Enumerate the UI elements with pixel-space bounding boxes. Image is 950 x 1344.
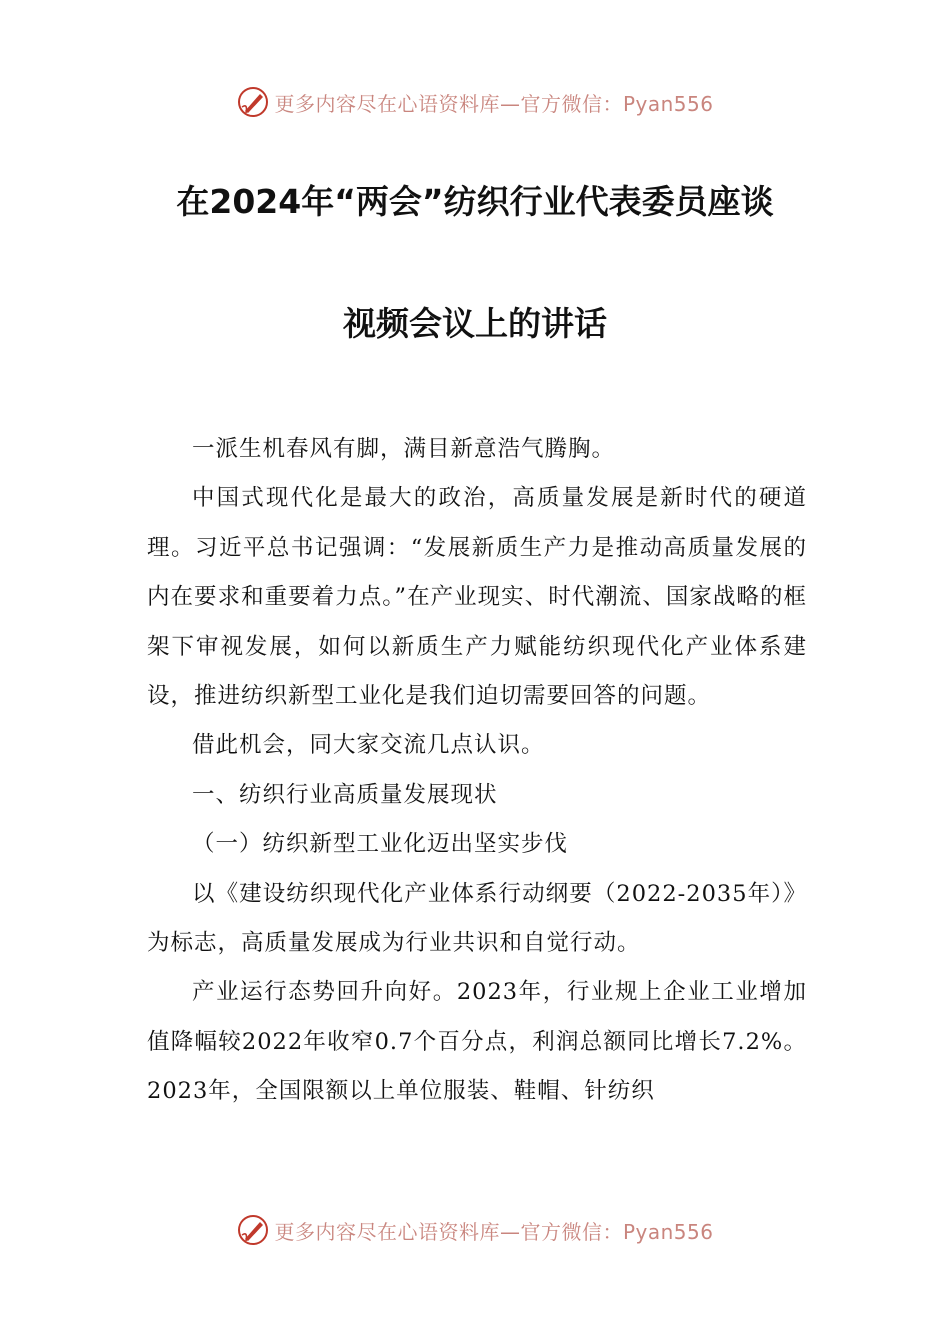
watermark-text: 更多内容尽在心语资料库—官方微信：Pyan556: [274, 91, 714, 116]
document-body: [147, 425, 807, 1117]
subsection-heading: （一）纺织新型工业化迈出坚实步伐: [192, 831, 569, 858]
paragraph: 产业运行态势回升向好。2023年，行业规上企业工业增加值降幅较2022年收窄0.7个百分点，利润总额同比增长7.2%。2023年，全国限额以上单位服装、鞋帽、针纺织: [147, 979, 807, 1105]
quill-pen-logo-icon: [236, 85, 270, 119]
header-watermark-banner: [0, 82, 950, 122]
paragraph: 以《建设纺织现代化产业体系行动纲要（2022-2035年）》为标志，高质量发展成为行业共识和自觉行动。: [147, 880, 807, 957]
section-heading: 一、纺织行业高质量发展现状: [192, 781, 498, 808]
document-title-line-1: 在2024年“两会”纺织行业代表委员座谈: [176, 182, 774, 221]
paragraph: 中国式现代化是最大的政治，高质量发展是新时代的硬道理。习近平总书记强调：“发展新质生产力是推动高质量发展的内在要求和重要着力点。”在产业现实、时代潮流、国家战略的框架下审视发展，如何以新质生产力赋能纺织现代化产业体系建设，推进纺织新型工业化是我们迫切需要回答的问题。: [147, 485, 807, 710]
footer-watermark-banner: [0, 1210, 950, 1250]
watermark-text: 更多内容尽在心语资料库—官方微信：Pyan556: [274, 1219, 714, 1244]
document-title-line-2: 视频会议上的讲话: [343, 304, 607, 343]
paragraph: 借此机会，同大家交流几点认识。: [192, 732, 545, 759]
paragraph: 一派生机春风有脚，满目新意浩气腾胸。: [192, 436, 616, 462]
quill-pen-logo-icon: [236, 1213, 270, 1247]
